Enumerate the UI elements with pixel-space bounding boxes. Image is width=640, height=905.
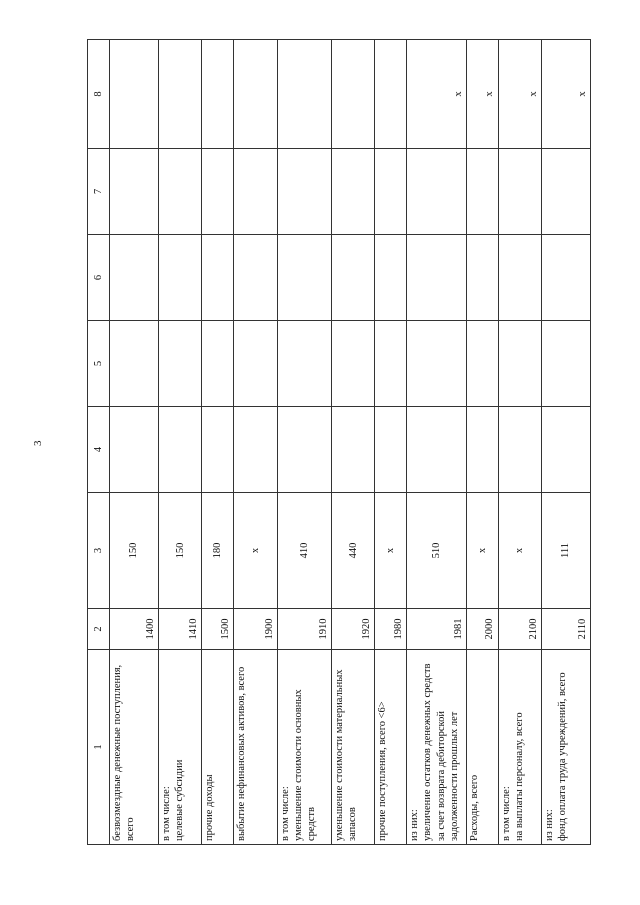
empty-cell [498, 149, 542, 235]
row-code: 1500 [202, 609, 234, 650]
empty-cell [542, 235, 591, 321]
row-code: 2000 [466, 609, 498, 650]
table-row [110, 40, 159, 845]
row-col3-value: 180 [202, 493, 234, 609]
row-col8-value [277, 40, 331, 149]
row-col3-value: 150 [110, 493, 159, 609]
row-code: 2100 [498, 609, 542, 650]
row-col8-value: x [542, 40, 591, 149]
empty-cell [110, 321, 159, 407]
row-description: в том числе: на выплаты персоналу, всего [498, 650, 542, 845]
empty-cell [234, 321, 278, 407]
empty-cell [277, 407, 331, 493]
column-header: 2 [88, 609, 110, 650]
empty-cell [331, 407, 375, 493]
empty-cell [375, 235, 407, 321]
empty-cell [331, 321, 375, 407]
row-code: 1981 [407, 609, 466, 650]
table-body [110, 40, 591, 845]
row-description: безвозмездные денежные поступления, всего [110, 650, 159, 845]
column-header: 3 [88, 493, 110, 609]
row-code: 1910 [277, 609, 331, 650]
row-col3-value: 440 [331, 493, 375, 609]
row-col3-value: x [234, 493, 278, 609]
row-description: выбытие нефинансовых активов, всего [234, 650, 278, 845]
empty-cell [110, 407, 159, 493]
empty-cell [542, 149, 591, 235]
column-header: 5 [88, 321, 110, 407]
empty-cell [158, 235, 202, 321]
empty-cell [407, 149, 466, 235]
empty-cell [375, 407, 407, 493]
row-description: прочие поступления, всего <6> [375, 650, 407, 845]
row-code: 2110 [542, 609, 591, 650]
row-description: Расходы, всего [466, 650, 498, 845]
table-row [375, 40, 407, 845]
row-col3-value: 410 [277, 493, 331, 609]
table-row [331, 40, 375, 845]
table-row [202, 40, 234, 845]
empty-cell [234, 407, 278, 493]
empty-cell [202, 149, 234, 235]
row-col3-value: x [466, 493, 498, 609]
header-row [88, 40, 110, 845]
table-row [466, 40, 498, 845]
row-code: 1980 [375, 609, 407, 650]
row-col8-value [158, 40, 202, 149]
row-col8-value: x [498, 40, 542, 149]
row-description: в том числе: целевые субсидии [158, 650, 202, 845]
empty-cell [375, 321, 407, 407]
empty-cell [202, 235, 234, 321]
financial-table [87, 39, 591, 845]
empty-cell [110, 235, 159, 321]
column-header: 1 [88, 650, 110, 845]
empty-cell [407, 407, 466, 493]
row-col8-value [234, 40, 278, 149]
row-col3-value: x [375, 493, 407, 609]
empty-cell [466, 407, 498, 493]
empty-cell [234, 235, 278, 321]
empty-cell [202, 407, 234, 493]
row-description: из них: фонд оплата труда учреждений, всего [542, 650, 591, 845]
row-description: уменьшение стоимости материальных запасов [331, 650, 375, 845]
row-description: прочие доходы [202, 650, 234, 845]
column-header: 8 [88, 40, 110, 149]
row-col3-value: 510 [407, 493, 466, 609]
row-col3-value: 150 [158, 493, 202, 609]
row-description: из них: увеличение остатков денежных средств за счет возврата дебиторской задолженности прошлых лет [407, 650, 466, 845]
empty-cell [331, 235, 375, 321]
row-col8-value [331, 40, 375, 149]
row-code: 1900 [234, 609, 278, 650]
table-row [158, 40, 202, 845]
row-col3-value: 111 [542, 493, 591, 609]
column-header: 7 [88, 149, 110, 235]
table-row [542, 40, 591, 845]
empty-cell [498, 321, 542, 407]
empty-cell [498, 235, 542, 321]
empty-cell [407, 235, 466, 321]
row-col8-value [375, 40, 407, 149]
empty-cell [277, 235, 331, 321]
rotated-table-wrapper [87, 40, 591, 845]
empty-cell [110, 149, 159, 235]
row-col8-value: x [466, 40, 498, 149]
row-col8-value [110, 40, 159, 149]
table-row [498, 40, 542, 845]
column-header: 4 [88, 407, 110, 493]
empty-cell [202, 321, 234, 407]
empty-cell [466, 149, 498, 235]
empty-cell [158, 407, 202, 493]
row-col8-value: x [407, 40, 466, 149]
table-row [407, 40, 466, 845]
empty-cell [331, 149, 375, 235]
empty-cell [466, 235, 498, 321]
column-header: 6 [88, 235, 110, 321]
empty-cell [277, 321, 331, 407]
empty-cell [158, 321, 202, 407]
page-number: 3 [32, 440, 44, 446]
empty-cell [466, 321, 498, 407]
empty-cell [498, 407, 542, 493]
empty-cell [158, 149, 202, 235]
empty-cell [407, 321, 466, 407]
empty-cell [277, 149, 331, 235]
empty-cell [375, 149, 407, 235]
row-col8-value [202, 40, 234, 149]
row-code: 1920 [331, 609, 375, 650]
table-row [234, 40, 278, 845]
row-code: 1400 [110, 609, 159, 650]
empty-cell [542, 407, 591, 493]
empty-cell [542, 321, 591, 407]
empty-cell [234, 149, 278, 235]
row-col3-value: x [498, 493, 542, 609]
row-description: в том числе: уменьшение стоимости основных средств [277, 650, 331, 845]
table-row [277, 40, 331, 845]
row-code: 1410 [158, 609, 202, 650]
